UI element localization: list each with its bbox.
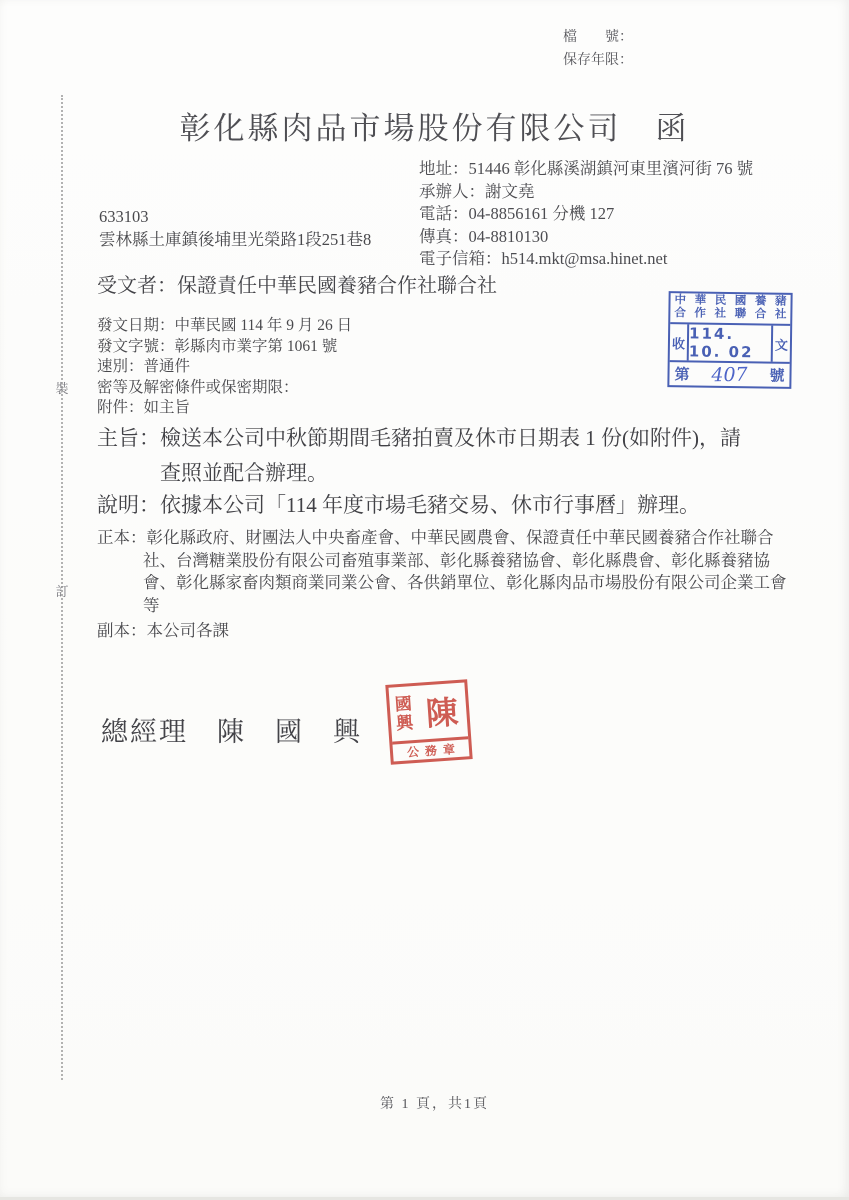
binding-mark-zhuang: 裝 (55, 381, 69, 396)
receipt-stamp-org (670, 293, 790, 326)
document-number: 發文字號：彰縣肉市業字第 1061 號 (97, 337, 338, 355)
contact-fax: 傳真：04-8810130 (419, 226, 549, 246)
receipt-stamp-recv-label: 收 (670, 324, 690, 360)
official-seal (385, 679, 472, 765)
receipt-number-handwritten: 407 (711, 363, 748, 386)
contact-handler: 承辦人：謝文堯 (419, 181, 535, 201)
mailing-address-block (99, 205, 371, 251)
receipt-stamp-org-line2: 合作社聯合社 (674, 307, 787, 321)
postal-code: 633103 (99, 207, 149, 226)
security-classification: 密等及解密條件或保密期限： (97, 378, 299, 396)
receipt-stamp-org-line1: 中華民國養豬 (674, 294, 787, 308)
copy-recipients: 副本：本公司各課 (97, 621, 229, 640)
attachment-note: 附件：如主旨 (97, 399, 191, 416)
receipt-number-suffix: 號 (769, 368, 785, 385)
receipt-stamp-date: 114. 10. 02 (688, 324, 754, 362)
recipient-line: 受文者：保證責任中華民國養豬合作社聯合社 (97, 275, 497, 297)
receipt-stamp-date-row (670, 324, 791, 364)
official-seal-body (389, 682, 469, 741)
original-recipients: 正本：彰化縣政府、財團法人中央畜產會、中華民國農會、保證責任中華民國養豬合作社聯合社、台灣糖業股份有限公司畜殖事業部、彰化縣養豬協會、彰化縣農會、彰化縣養豬協會、彰化縣家畜肉類商業同業公會、各供銷單位、彰化縣肉品市場股份有限公司企業工會等 (97, 528, 787, 615)
receipt-number-prefix: 第 (674, 367, 690, 384)
contact-email: 電子信箱：h514.mkt@msa.hinet.net (419, 249, 668, 268)
contact-phone: 電話：04-8856161 分機 127 (419, 204, 615, 223)
binding-mark-ding: 訂 (55, 584, 69, 599)
page-footer: 第 1 頁，共1頁 (380, 1097, 489, 1112)
archive-label-block (563, 26, 633, 72)
contact-address: 地址：51446 彰化縣溪湖鎮河東里濱河街 76 號 (419, 159, 754, 178)
document-meta-block (97, 316, 352, 419)
seal-char-guo: 國 (394, 694, 413, 715)
retention-period-label: 保存年限： (563, 53, 633, 68)
issue-date: 發文日期：中華民國 114 年 9 月 26 日 (97, 317, 353, 334)
signature-line: 總經理 陳 國 興 (101, 717, 362, 747)
seal-char-chen: 陳 (424, 693, 460, 733)
priority: 速別：普通件 (97, 358, 191, 375)
description-paragraph: 說明：依據本公司「114 年度市場毛豬交易、休市行事曆」辦理。 (97, 493, 700, 517)
contact-info-block (419, 158, 753, 271)
receipt-stamp-doc-label: 文 (771, 326, 791, 362)
seal-bottom-band: 公務章 (392, 736, 469, 761)
seal-char-xing: 興 (395, 713, 414, 734)
official-seal-left-column (389, 686, 420, 742)
receipt-stamp (667, 291, 792, 389)
subject-paragraph: 主旨：檢送本公司中秋節期間毛豬拍賣及休市日期表 1 份(如附件)，請查照並配合辦理。 (97, 426, 741, 485)
document-title: 彰化縣肉品市場股份有限公司 函 (179, 111, 690, 146)
file-number-label: 檔 號： (563, 30, 633, 45)
receipt-stamp-number-row (669, 362, 789, 387)
mailing-address: 雲林縣土庫鎮後埔里光榮路1段251巷8 (99, 230, 372, 249)
